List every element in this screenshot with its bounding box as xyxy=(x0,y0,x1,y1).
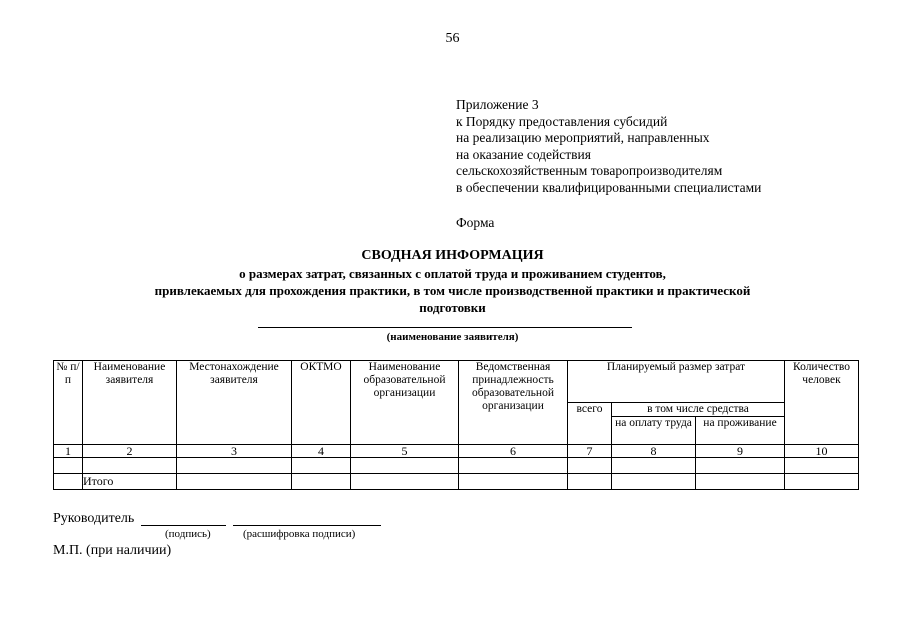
table-cell[interactable] xyxy=(351,458,459,474)
header-planned-costs: Планируемый размер затрат xyxy=(568,361,785,403)
table-cell[interactable] xyxy=(785,474,859,490)
table-cell[interactable] xyxy=(292,458,351,474)
column-number: 10 xyxy=(785,445,859,458)
appendix-line: в обеспечении квалифицированными специалистами xyxy=(456,179,762,195)
total-label: Итого xyxy=(83,474,177,490)
table-cell[interactable] xyxy=(568,458,612,474)
header-housing: на проживание xyxy=(696,417,785,445)
signature-caption: (подпись) xyxy=(165,528,211,540)
column-number: 4 xyxy=(292,445,351,458)
document-subtitle-line: о размерах затрат, связанных с оплатой труда и проживанием студентов, xyxy=(239,266,666,281)
form-label: Форма xyxy=(456,215,495,230)
header-labor: на оплату труда xyxy=(612,417,696,445)
appendix-block xyxy=(456,97,761,197)
table-cell[interactable] xyxy=(696,458,785,474)
column-number: 3 xyxy=(177,445,292,458)
column-number: 8 xyxy=(612,445,696,458)
header-total: всего xyxy=(568,403,612,445)
table-cell[interactable] xyxy=(568,474,612,490)
header-people-count: Количество человек xyxy=(785,361,859,445)
column-number: 9 xyxy=(696,445,785,458)
column-number: 1 xyxy=(54,445,83,458)
document-subtitle-line: подготовки xyxy=(419,300,486,315)
appendix-line: сельскохозяйственным товаропроизводителям xyxy=(456,163,723,179)
table-cell[interactable] xyxy=(612,458,696,474)
header-oktmo: ОКТМО xyxy=(292,361,351,445)
appendix-line: на оказание содействия xyxy=(456,146,591,162)
total-row xyxy=(54,474,859,490)
seal-label: М.П. (при наличии) xyxy=(53,543,172,558)
column-number: 7 xyxy=(568,445,612,458)
table-cell[interactable] xyxy=(54,458,83,474)
appendix-line: Приложение 3 xyxy=(456,97,539,112)
appendix-line: на реализацию мероприятий, направленных xyxy=(456,130,710,146)
head-label: Руководитель xyxy=(53,511,135,526)
applicant-name-field[interactable] xyxy=(258,327,632,328)
column-number-row xyxy=(54,445,859,458)
header-num: № п/п xyxy=(54,361,83,445)
table-cell[interactable] xyxy=(83,458,177,474)
table-cell[interactable] xyxy=(612,474,696,490)
applicant-caption: (наименование заявителя) xyxy=(386,331,519,343)
table-cell[interactable] xyxy=(177,458,292,474)
signature-decode-caption: (расшифровка подписи) xyxy=(243,528,356,540)
summary-table xyxy=(53,360,859,490)
document-title: СВОДНАЯ ИНФОРМАЦИЯ xyxy=(361,248,544,263)
document-subtitle-line: привлекаемых для прохождения практики, в том числе производственной практики и практической xyxy=(154,283,751,298)
table-cell[interactable] xyxy=(292,474,351,490)
table-cell[interactable] xyxy=(696,474,785,490)
appendix-line: к Порядку предоставления субсидий xyxy=(456,113,668,129)
header-including: в том числе средства xyxy=(612,403,785,417)
column-number: 2 xyxy=(83,445,177,458)
table-cell[interactable] xyxy=(459,474,568,490)
column-number: 6 xyxy=(459,445,568,458)
table-cell[interactable] xyxy=(177,474,292,490)
table-cell[interactable] xyxy=(54,474,83,490)
header-applicant-name: Наименование заявителя xyxy=(83,361,177,445)
signature-field[interactable] xyxy=(141,525,226,526)
table-cell[interactable] xyxy=(459,458,568,474)
header-applicant-location: Местонахождение заявителя xyxy=(177,361,292,445)
table-row xyxy=(54,458,859,474)
header-edu-org: Наименование образовательной организации xyxy=(351,361,459,445)
table-cell[interactable] xyxy=(785,458,859,474)
header-department: Ведомственная принадлежность образовательной организации xyxy=(459,361,568,445)
signature-decode-field[interactable] xyxy=(233,525,381,526)
column-number: 5 xyxy=(351,445,459,458)
page-number: 56 xyxy=(445,31,460,46)
table-cell[interactable] xyxy=(351,474,459,490)
